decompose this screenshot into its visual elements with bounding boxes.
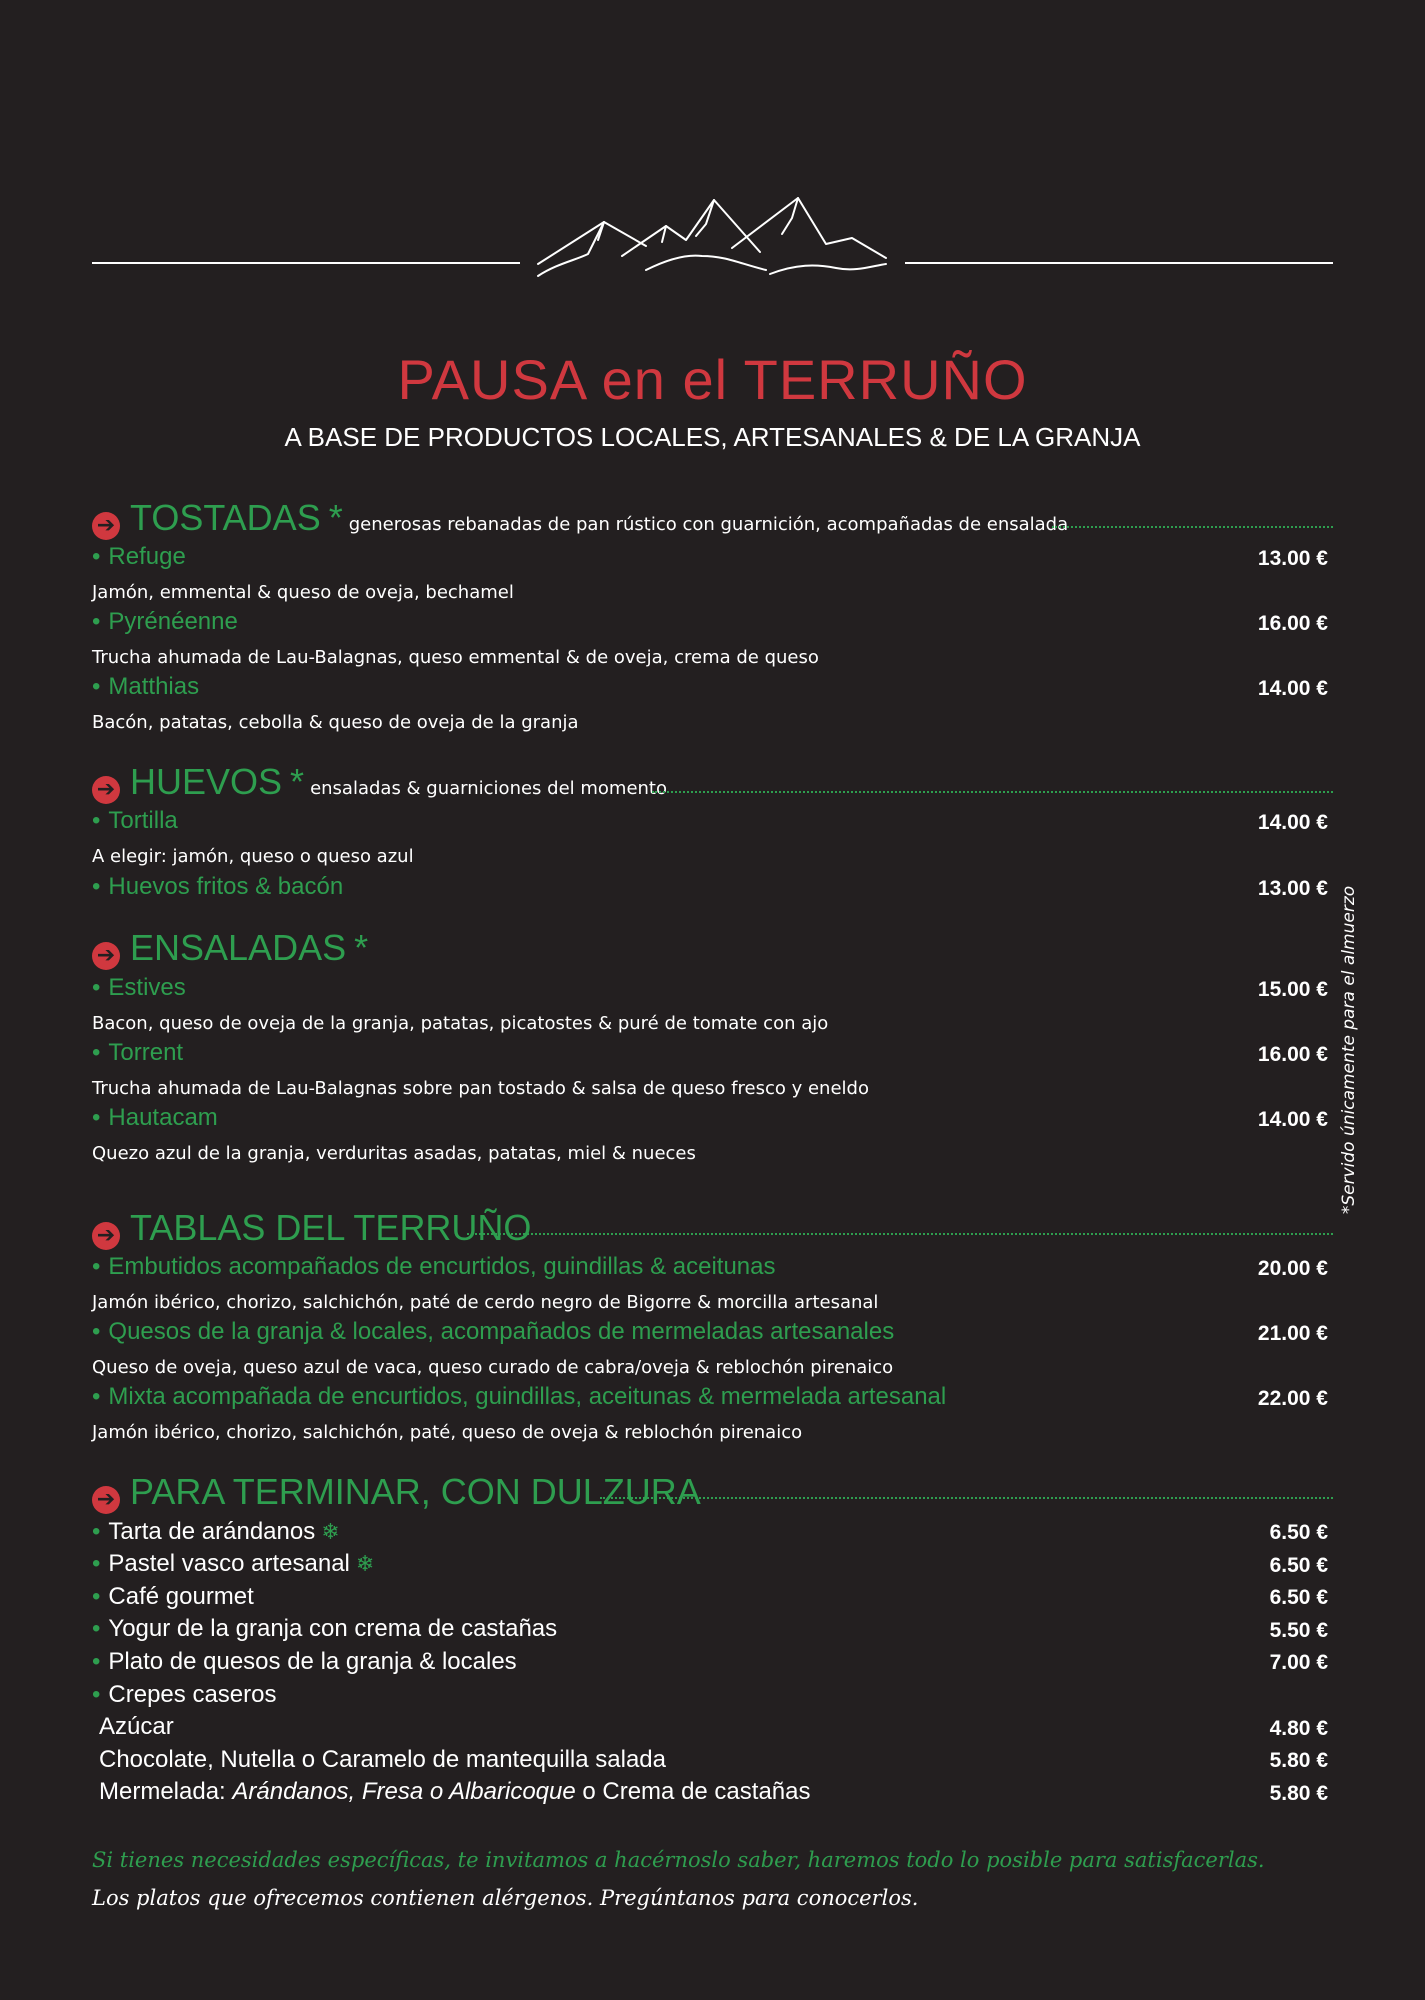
price: 6.50 € xyxy=(1269,1586,1328,1609)
header-rule-right xyxy=(905,262,1333,264)
section-title: HUEVOS xyxy=(130,761,283,802)
price: 5.50 € xyxy=(1269,1619,1328,1642)
price: 14.00 € xyxy=(1257,1108,1328,1131)
section-header-dulzura xyxy=(92,1470,701,1514)
menu-item-estives: • Estives xyxy=(92,974,186,1001)
section-asterisk: * xyxy=(328,497,343,538)
snowflake-icon: ❄ xyxy=(321,1519,340,1544)
section-title: TOSTADAS xyxy=(130,497,321,538)
section-header-ensaladas xyxy=(92,926,368,970)
price: 13.00 € xyxy=(1257,877,1328,900)
menu-item-huevos-fritos: • Huevos fritos & bacón xyxy=(92,873,344,900)
crepe-option: Chocolate, Nutella o Caramelo de mantequilla salada xyxy=(99,1746,666,1773)
price: 15.00 € xyxy=(1257,978,1328,1001)
price: 14.00 € xyxy=(1257,677,1328,700)
item-description: Bacón, patatas, cebolla & queso de oveja de la granja xyxy=(92,712,579,733)
menu-item-cafe: • Café gourmet xyxy=(92,1583,254,1610)
section-asterisk: * xyxy=(290,761,305,802)
price: 5.80 € xyxy=(1269,1782,1328,1805)
price: 7.00 € xyxy=(1269,1651,1328,1674)
price: 5.80 € xyxy=(1269,1749,1328,1772)
arrow-right-icon: ➔ xyxy=(92,1222,120,1250)
price: 21.00 € xyxy=(1257,1322,1328,1345)
snowflake-icon: ❄ xyxy=(355,1551,375,1576)
menu-item-refuge: • Refuge xyxy=(92,543,186,570)
section-header-huevos xyxy=(92,760,667,804)
menu-item-quesos: • Quesos de la granja & locales, acompañados de mermeladas artesanales xyxy=(92,1318,895,1345)
menu-item-tortilla: • Tortilla xyxy=(92,807,178,834)
arrow-right-icon: ➔ xyxy=(92,942,120,970)
dotted-leader xyxy=(600,1497,1333,1499)
section-asterisk: * xyxy=(354,927,369,968)
section-note: ensaladas & guarniciones del momento xyxy=(310,778,668,799)
crepe-option: Mermelada: Arándanos, Fresa o Albaricoque o Crema de castañas xyxy=(99,1778,811,1805)
crepe-option: Azúcar xyxy=(99,1713,174,1740)
section-header-tablas xyxy=(92,1206,531,1250)
item-description: Jamón ibérico, chorizo, salchichón, paté de cerdo negro de Bigorre & morcilla artesanal xyxy=(92,1292,879,1313)
page-title: PAUSA en el TERRUÑO xyxy=(397,348,1028,411)
price: 13.00 € xyxy=(1257,547,1328,570)
item-description: Quezo azul de la granja, verduritas asadas, patatas, miel & nueces xyxy=(92,1143,696,1164)
menu-item-tarta: • Tarta de arándanos ❄ xyxy=(92,1518,340,1545)
menu-item-hautacam: • Hautacam xyxy=(92,1104,218,1131)
footer-needs-note: Si tienes necesidades específicas, te invitamos a hacérnoslo saber, haremos todo lo posible para satisfacerlas. xyxy=(92,1848,1265,1872)
section-title: TABLAS DEL TERRUÑO xyxy=(130,1207,532,1248)
footer-allergen-note: Los platos que ofrecemos contienen alérgenos. Pregúntanos para conocerlos. xyxy=(92,1886,919,1910)
price: 16.00 € xyxy=(1257,1043,1328,1066)
dotted-leader xyxy=(467,1233,1333,1235)
price: 4.80 € xyxy=(1269,1717,1328,1740)
menu-item-yogur: • Yogur de la granja con crema de castañas xyxy=(92,1615,558,1642)
price: 14.00 € xyxy=(1257,811,1328,834)
dotted-leader xyxy=(652,791,1333,793)
price: 16.00 € xyxy=(1257,612,1328,635)
menu-item-matthias: • Matthias xyxy=(92,673,200,700)
menu-item-plato-quesos: • Plato de quesos de la granja & locales xyxy=(92,1648,517,1675)
menu-item-torrent: • Torrent xyxy=(92,1039,184,1066)
page-subtitle: A BASE DE PRODUCTOS LOCALES, ARTESANALES & DE LA GRANJA xyxy=(284,422,1141,452)
arrow-right-icon: ➔ xyxy=(92,1486,120,1514)
price: 20.00 € xyxy=(1257,1257,1328,1280)
arrow-right-icon: ➔ xyxy=(92,776,120,804)
item-description: A elegir: jamón, queso o queso azul xyxy=(92,846,414,867)
item-description: Jamón, emmental & queso de oveja, bechamel xyxy=(92,582,514,603)
price: 6.50 € xyxy=(1269,1554,1328,1577)
item-description: Trucha ahumada de Lau-Balagnas sobre pan tostado & salsa de queso fresco y eneldo xyxy=(92,1078,869,1099)
price: 22.00 € xyxy=(1257,1387,1328,1410)
section-title: PARA TERMINAR, CON DULZURA xyxy=(130,1471,701,1512)
menu-item-crepes: • Crepes caseros xyxy=(92,1681,277,1708)
section-header-tostadas xyxy=(92,496,1068,540)
item-description: Trucha ahumada de Lau-Balagnas, queso emmental & de oveja, crema de queso xyxy=(92,647,819,668)
menu-item-embutidos: • Embutidos acompañados de encurtidos, guindillas & aceitunas xyxy=(92,1253,776,1280)
item-description: Bacon, queso de oveja de la granja, patatas, picatostes & puré de tomate con ajo xyxy=(92,1013,829,1034)
menu-item-pyreneenne: • Pyrénéenne xyxy=(92,608,238,635)
item-description: Jamón ibérico, chorizo, salchichón, paté, queso de oveja & reblochón pirenaico xyxy=(92,1422,803,1443)
mountain-icon xyxy=(536,194,888,284)
header-rule-left xyxy=(92,262,520,264)
dotted-leader xyxy=(1052,526,1333,528)
section-title: ENSALADAS xyxy=(130,927,347,968)
arrow-right-icon: ➔ xyxy=(92,512,120,540)
price: 6.50 € xyxy=(1269,1521,1328,1544)
menu-item-pastel-vasco: • Pastel vasco artesanal ❄ xyxy=(92,1550,375,1577)
menu-item-mixta: • Mixta acompañada de encurtidos, guindillas, aceitunas & mermelada artesanal xyxy=(92,1383,947,1410)
item-description: Queso de oveja, queso azul de vaca, queso curado de cabra/oveja & reblochón pirenaico xyxy=(92,1357,894,1378)
section-note: generosas rebanadas de pan rústico con guarnición, acompañadas de ensalada xyxy=(348,514,1069,535)
